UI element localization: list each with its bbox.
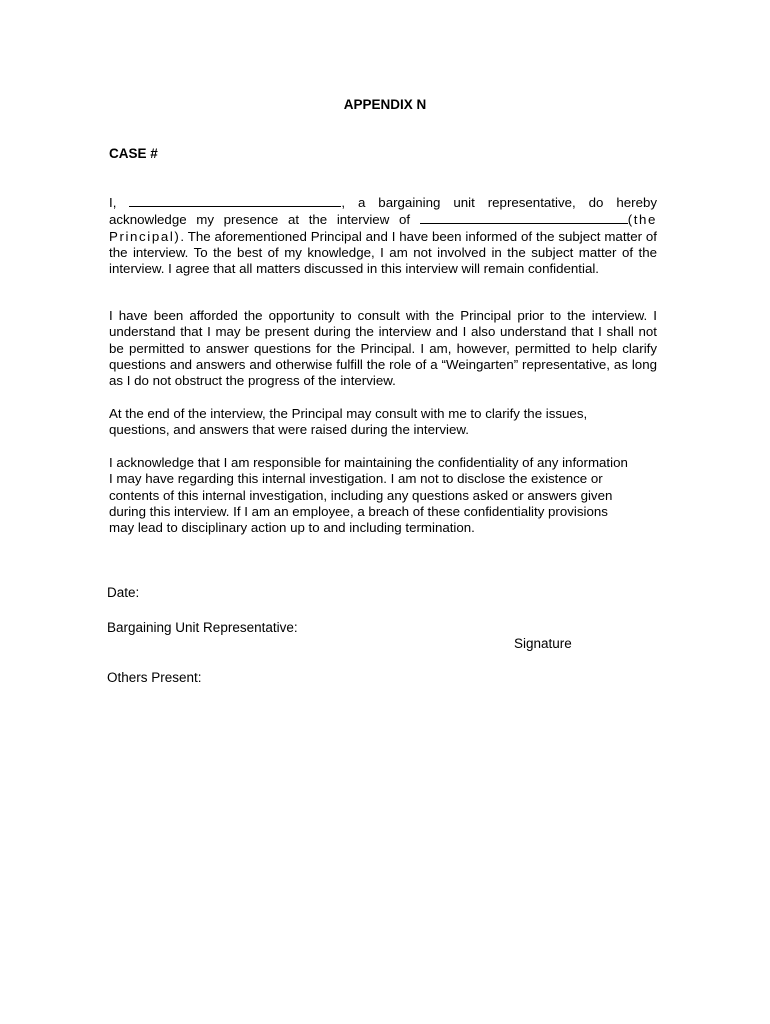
others-present-label: Others Present: [107,670,202,685]
paragraph-end-of-interview [109,406,657,439]
paragraph-line: I acknowledge that I am responsible for maintaining the confidentiality of any information [109,455,628,470]
paragraph-confidentiality [109,455,657,536]
signature-label: Signature [514,636,572,651]
representative-name-blank[interactable] [129,194,341,207]
paragraph-line: may lead to disciplinary action up to and including termination. [109,520,475,536]
page-title: APPENDIX N [343,97,427,112]
paragraph-line: I may have regarding this internal investigation. I am not to disclose the existence or [109,471,603,487]
interviewee-name-blank[interactable] [420,211,628,224]
paragraph-text-rest: . The aforementioned Principal and I have been informed of the subject matter of the interview. To the best of my knowledge, I am not involved in the subject matter of the interview. I agree that all matters discussed in this interview will remain confidential. [109,228,657,277]
date-field-label: Date: [107,585,140,600]
principal-paren-open: (the [627,212,658,228]
paragraph-line: At the end of the interview, the Principal may consult with me to clarify the issues, [109,406,588,421]
paragraph-line: contents of this internal investigation, including any questions asked or answers given [109,487,613,503]
case-number-label: CASE # [109,146,158,161]
paragraph-text: , a bargaining unit representative, do hereby acknowledge my presence at the interview of [109,195,658,228]
representative-field-label: Bargaining Unit Representative: [107,620,298,635]
paragraph-line: during this interview. If I am an employee, a breach of these confidentiality provisions [109,503,608,519]
paragraph-consultation: I have been afforded the opportunity to consult with the Principal prior to the interview. I understand that I may be present during the interview and I also understand that I shall not be permitted to answer questions for the Principal. I am, however, permitted to help clarify questions and answers and otherwise fulfill the role of a “Weingarten” representative, as long as I do not obstruct the progress of the interview. [109,308,657,389]
paragraph-lead: I, [109,195,117,210]
paragraph-acknowledgement [109,194,657,277]
paragraph-line: questions, and answers that were raised during the interview. [109,422,469,438]
principal-word: Principal) [109,228,181,244]
